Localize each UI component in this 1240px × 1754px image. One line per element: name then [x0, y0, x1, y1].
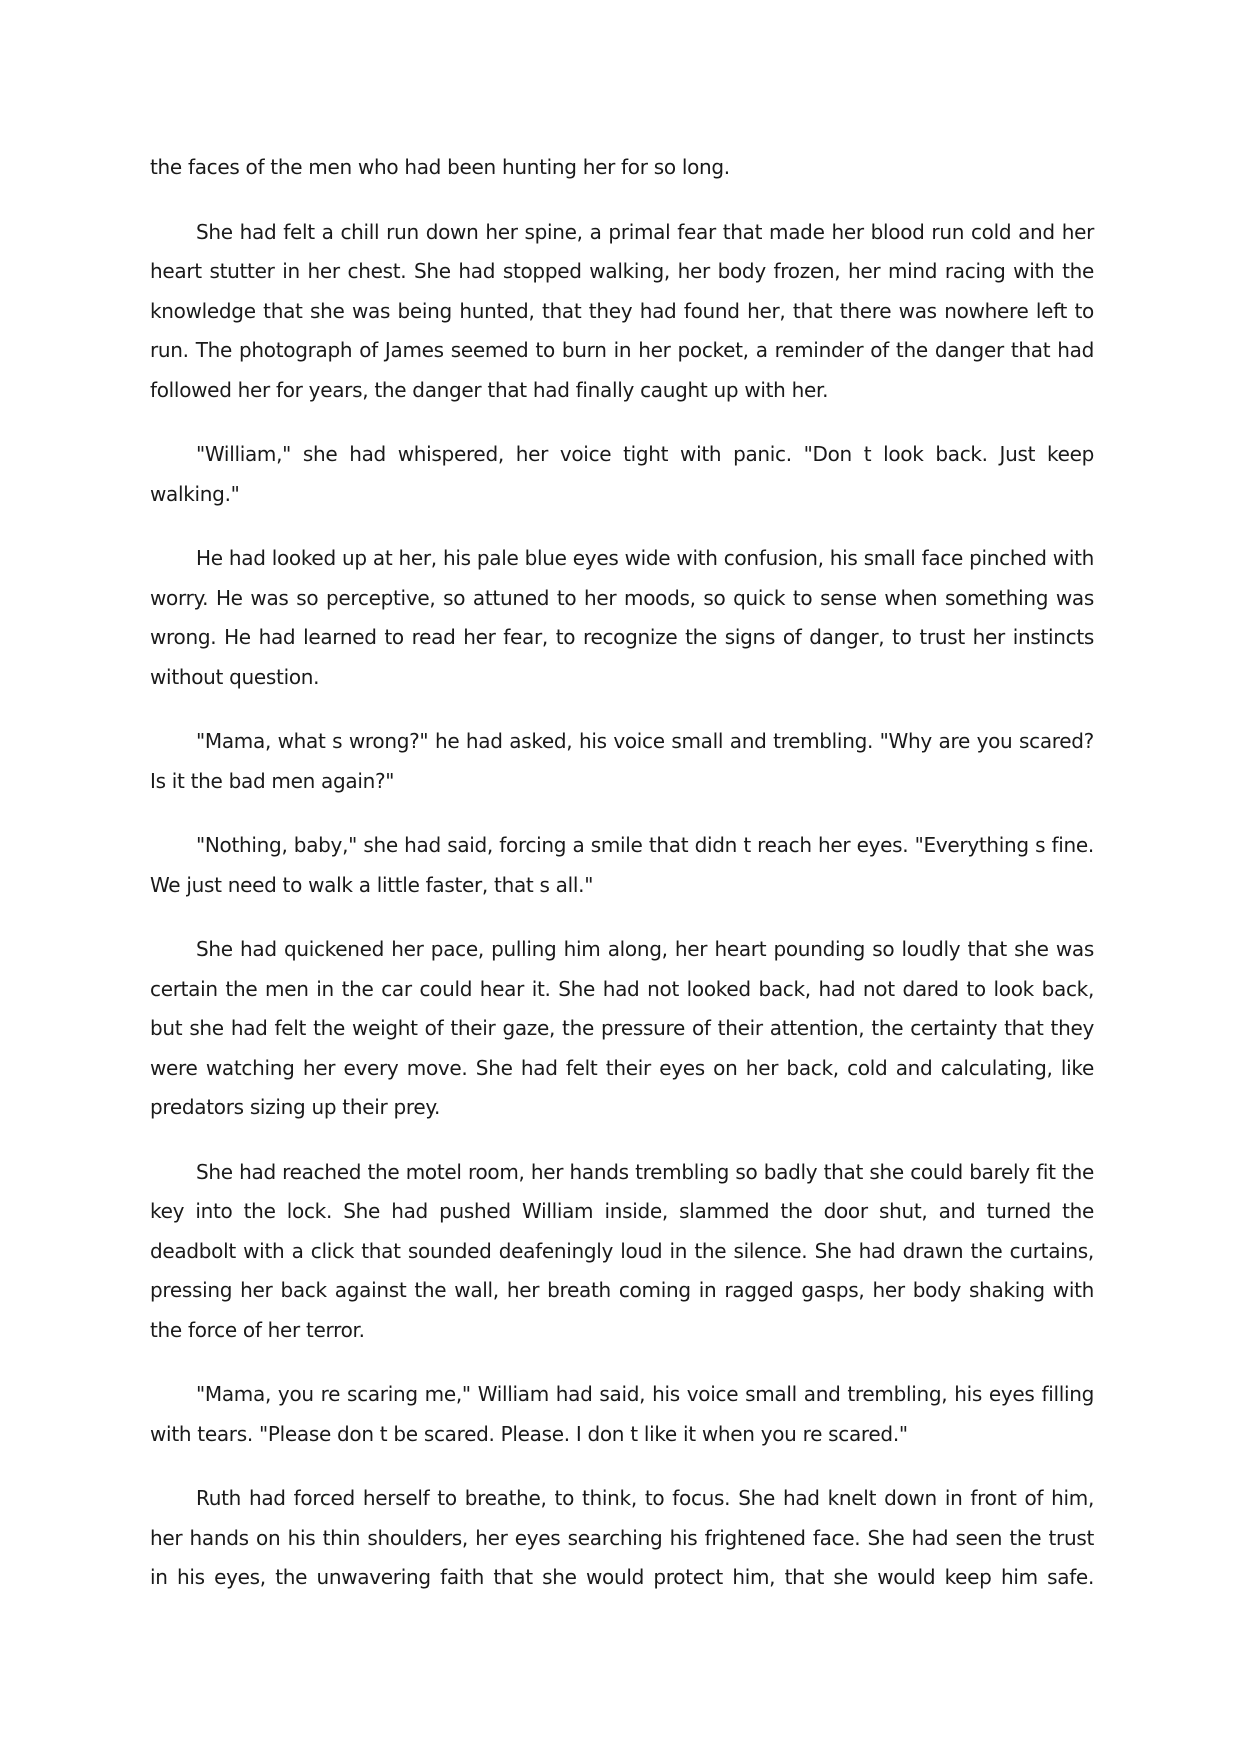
paragraph-8: She had reached the motel room, her hands trembling so badly that she could barely fit the key into the lock. She had pushed William inside, slammed the door shut, and turned the deadbolt with a click that sounded deafeningly loud in the silence. She had drawn the curtains, pressing her back against the wall, her breath coming in ragged gasps, her body shaking with the force of her terror. [150, 1159, 1094, 1342]
paragraph-4: He had looked up at her, his pale blue eyes wide with confusion, his small face pinched with worry. He was so perceptive, so attuned to her moods, so quick to sense when something was wrong. He had learned to read her fear, to recognize the signs of danger, to trust her instincts without question. [150, 546, 1094, 689]
paragraph-1: the faces of the men who had been hunting her for so long. [150, 155, 730, 179]
paragraph-6: "Nothing, baby," she had said, forcing a smile that didn t reach her eyes. "Everything s fine. We just need to walk a little faster, that s all." [150, 833, 1094, 897]
paragraph-2: She had felt a chill run down her spine, a primal fear that made her blood run cold and her heart stutter in her chest. She had stopped walking, her body frozen, her mind racing with the knowledge that she was being hunted, that they had found her, that there was nowhere left to run. The photograph of James seemed to burn in her pocket, a reminder of the danger that had followed her for years, the danger that had finally caught up with her. [150, 219, 1094, 402]
document-page [150, 148, 1094, 1623]
paragraph-7: She had quickened her pace, pulling him along, her heart pounding so loudly that she was certain the men in the car could hear it. She had not looked back, had not dared to look back, but she had felt the weight of their gaze, the pressure of their attention, the certainty that they were watching her every move. She had felt their eyes on her back, cold and calculating, like predators sizing up their prey. [150, 937, 1094, 1119]
paragraph-10: Ruth had forced herself to breathe, to think, to focus. She had knelt down in front of him, her hands on his thin shoulders, her eyes searching his frightened face. She had seen the trust in his eyes, the unwavering faith that she would protect him, that she would keep him safe. [150, 1486, 1094, 1589]
paragraph-5: "Mama, what s wrong?" he had asked, his voice small and trembling. "Why are you scared? Is it the bad men again?" [150, 729, 1094, 793]
paragraph-9: "Mama, you re scaring me," William had said, his voice small and trembling, his eyes filling with tears. "Please don t be scared. Please. I don t like it when you re scared." [150, 1382, 1094, 1446]
paragraph-3: "William," she had whispered, her voice tight with panic. "Don t look back. Just keep walking." [150, 442, 1094, 506]
